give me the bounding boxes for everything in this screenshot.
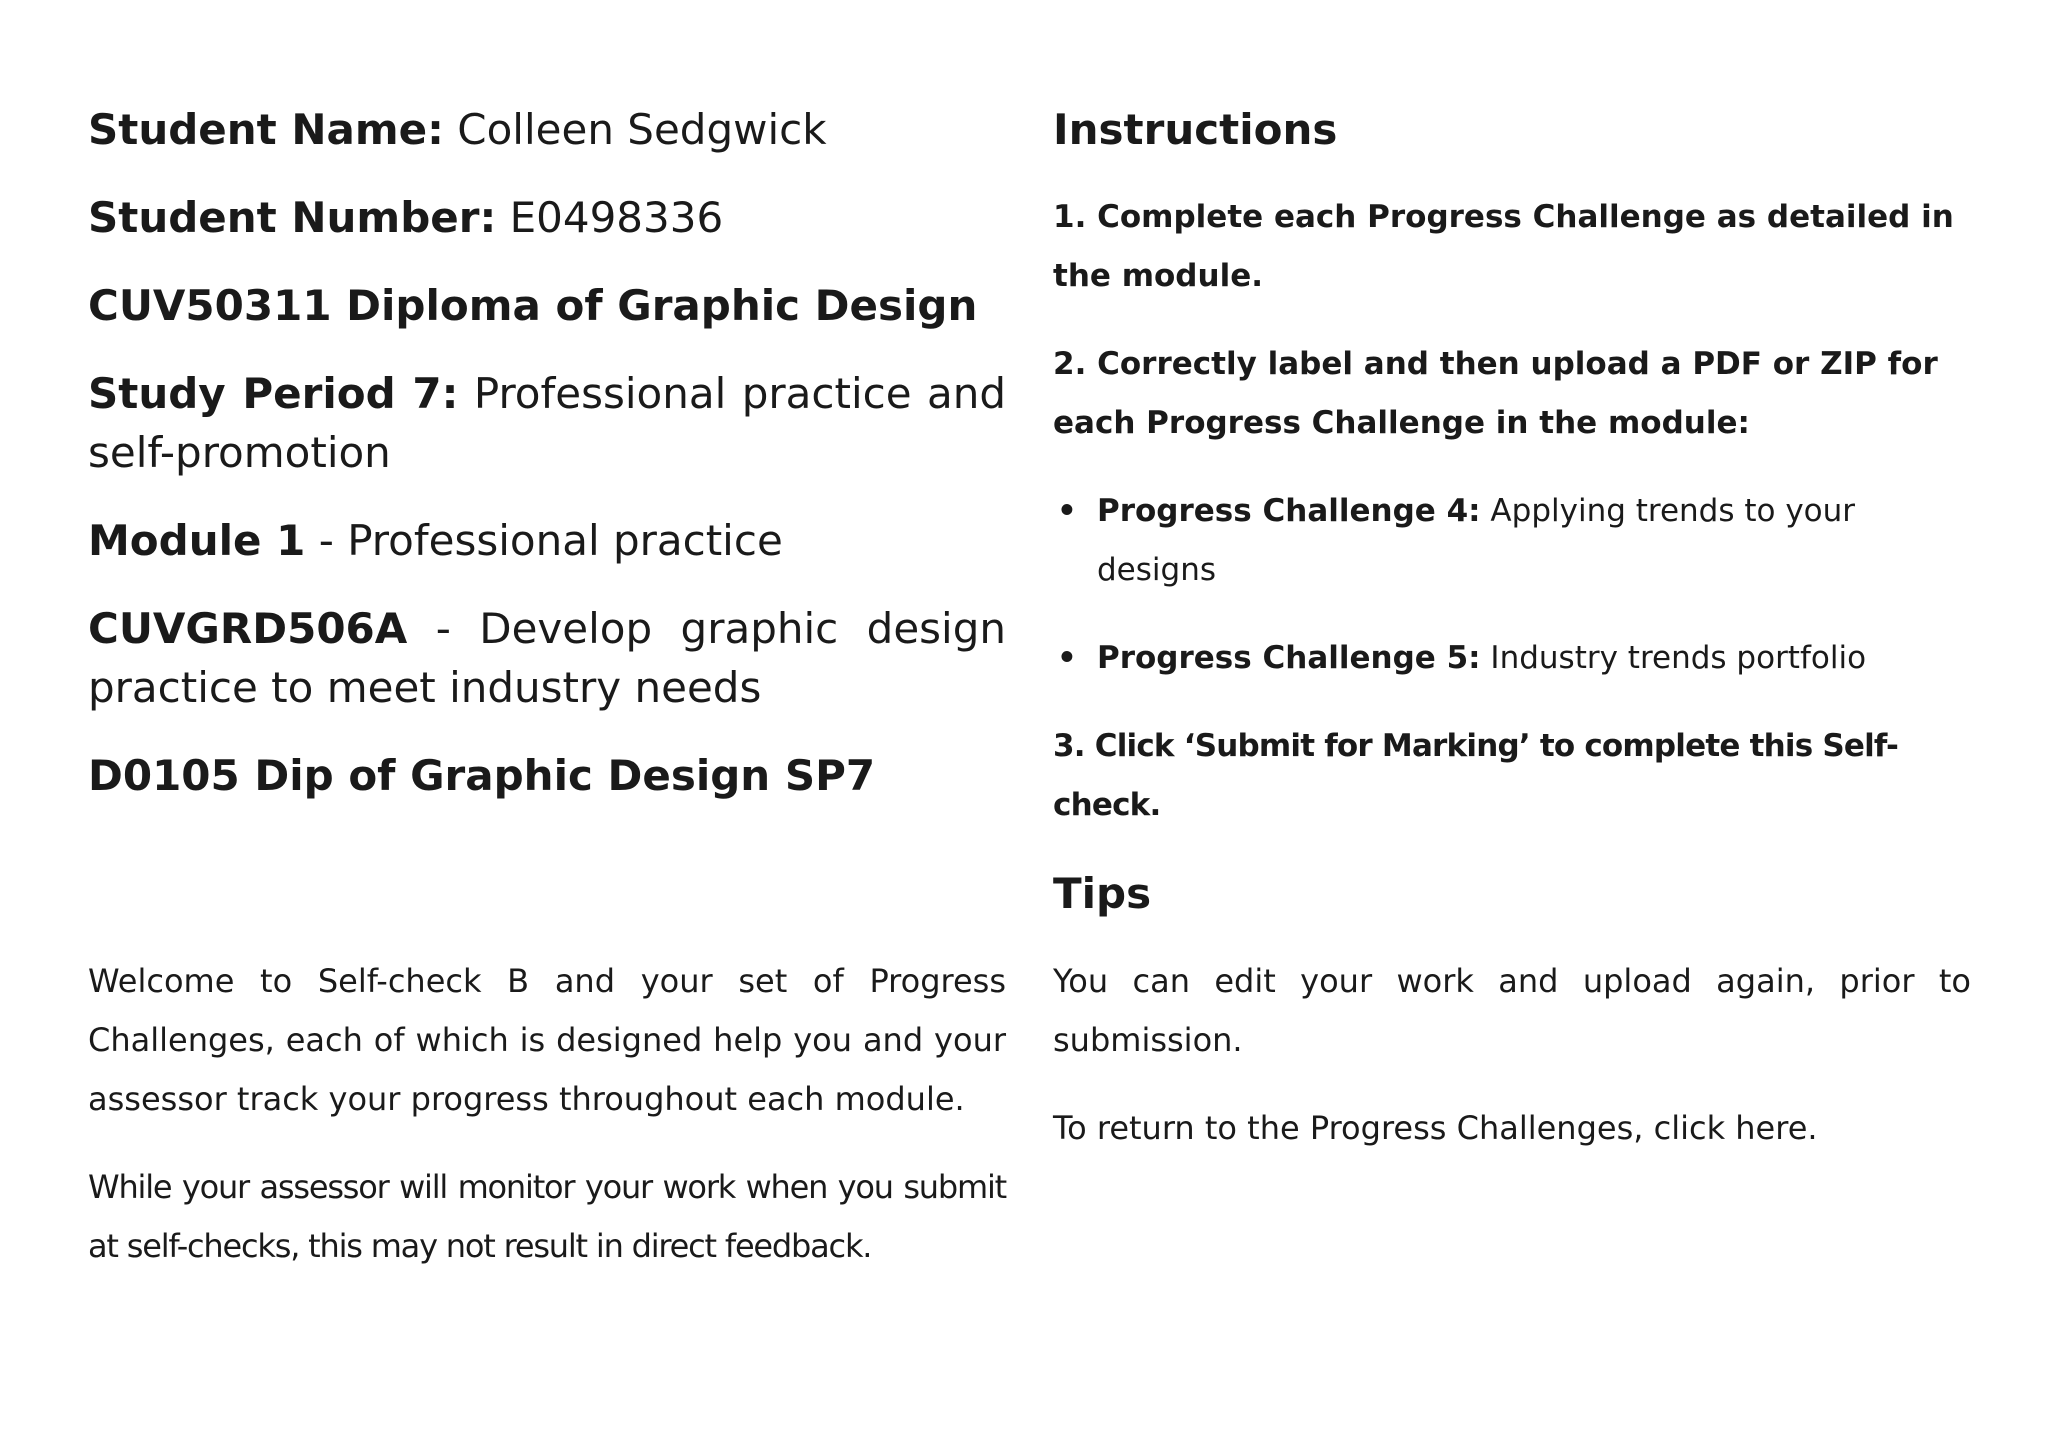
tips-heading: Tips [1053, 869, 1152, 918]
unit-code: CUVGRD506A [88, 604, 408, 653]
instruction-step-1: 1. Complete each Progress Challenge as detailed in the module. [1053, 199, 1954, 294]
student-name-value: Colleen Sedgwick [443, 105, 827, 154]
spacer [88, 834, 1006, 952]
student-number-line [88, 188, 1006, 247]
welcome-paragraph: Welcome to Self-check B and your set of Progress Challenges, each of which is designed help you and your assessor track your progress throughout each module. [88, 962, 1006, 1118]
challenge-text: Industry trends portfolio [1480, 640, 1867, 676]
student-number-label: Student Number: [88, 193, 497, 242]
list-item [1053, 482, 1971, 600]
instructions-column [1053, 100, 1971, 1187]
list-item [1053, 629, 1971, 688]
student-number-value: E0498336 [496, 193, 724, 242]
instruction-step-3: 3. Click ‘Submit for Marking’ to complete this Self-check. [1053, 728, 1899, 823]
module-label: Module 1 [88, 516, 306, 565]
bullet-icon: • [1057, 493, 1077, 529]
course-title: CUV50311 Diploma of Graphic Design [88, 281, 978, 330]
module-value: - Professional practice [305, 516, 783, 565]
tip-edit-paragraph: You can edit your work and upload again, prior to submission. [1053, 962, 1971, 1059]
challenge-label: Progress Challenge 5: [1097, 640, 1481, 676]
challenge-label: Progress Challenge 4: [1097, 493, 1481, 529]
bullet-icon: • [1057, 640, 1077, 676]
challenge-text: Applying trends to your designs [1097, 493, 1856, 588]
student-details-column [88, 100, 1006, 1305]
instruction-step-2: 2. Correctly label and then upload a PDF or ZIP for each Progress Challenge in the module: [1053, 346, 1938, 441]
study-period-line [88, 364, 1006, 482]
student-name-line [88, 100, 1006, 159]
study-period-value: Professional practice and self-promotion [88, 369, 1006, 477]
progress-challenge-list [1053, 482, 1971, 688]
class-code: D0105 Dip of Graphic Design SP7 [88, 751, 876, 800]
unit-value: - Develop graphic design practice to meet industry needs [88, 604, 1006, 712]
study-period-label: Study Period 7: [88, 369, 459, 418]
tip-return-paragraph: To return to the Progress Challenges, click here. [1053, 1109, 1818, 1147]
instructions-heading: Instructions [1053, 105, 1338, 154]
unit-line [88, 599, 1006, 717]
monitor-paragraph: While your assessor will monitor your work when you submit at self-checks, this may not result in direct feedback. [88, 1168, 1006, 1265]
module-line [88, 511, 1006, 570]
student-name-label: Student Name: [88, 105, 444, 154]
